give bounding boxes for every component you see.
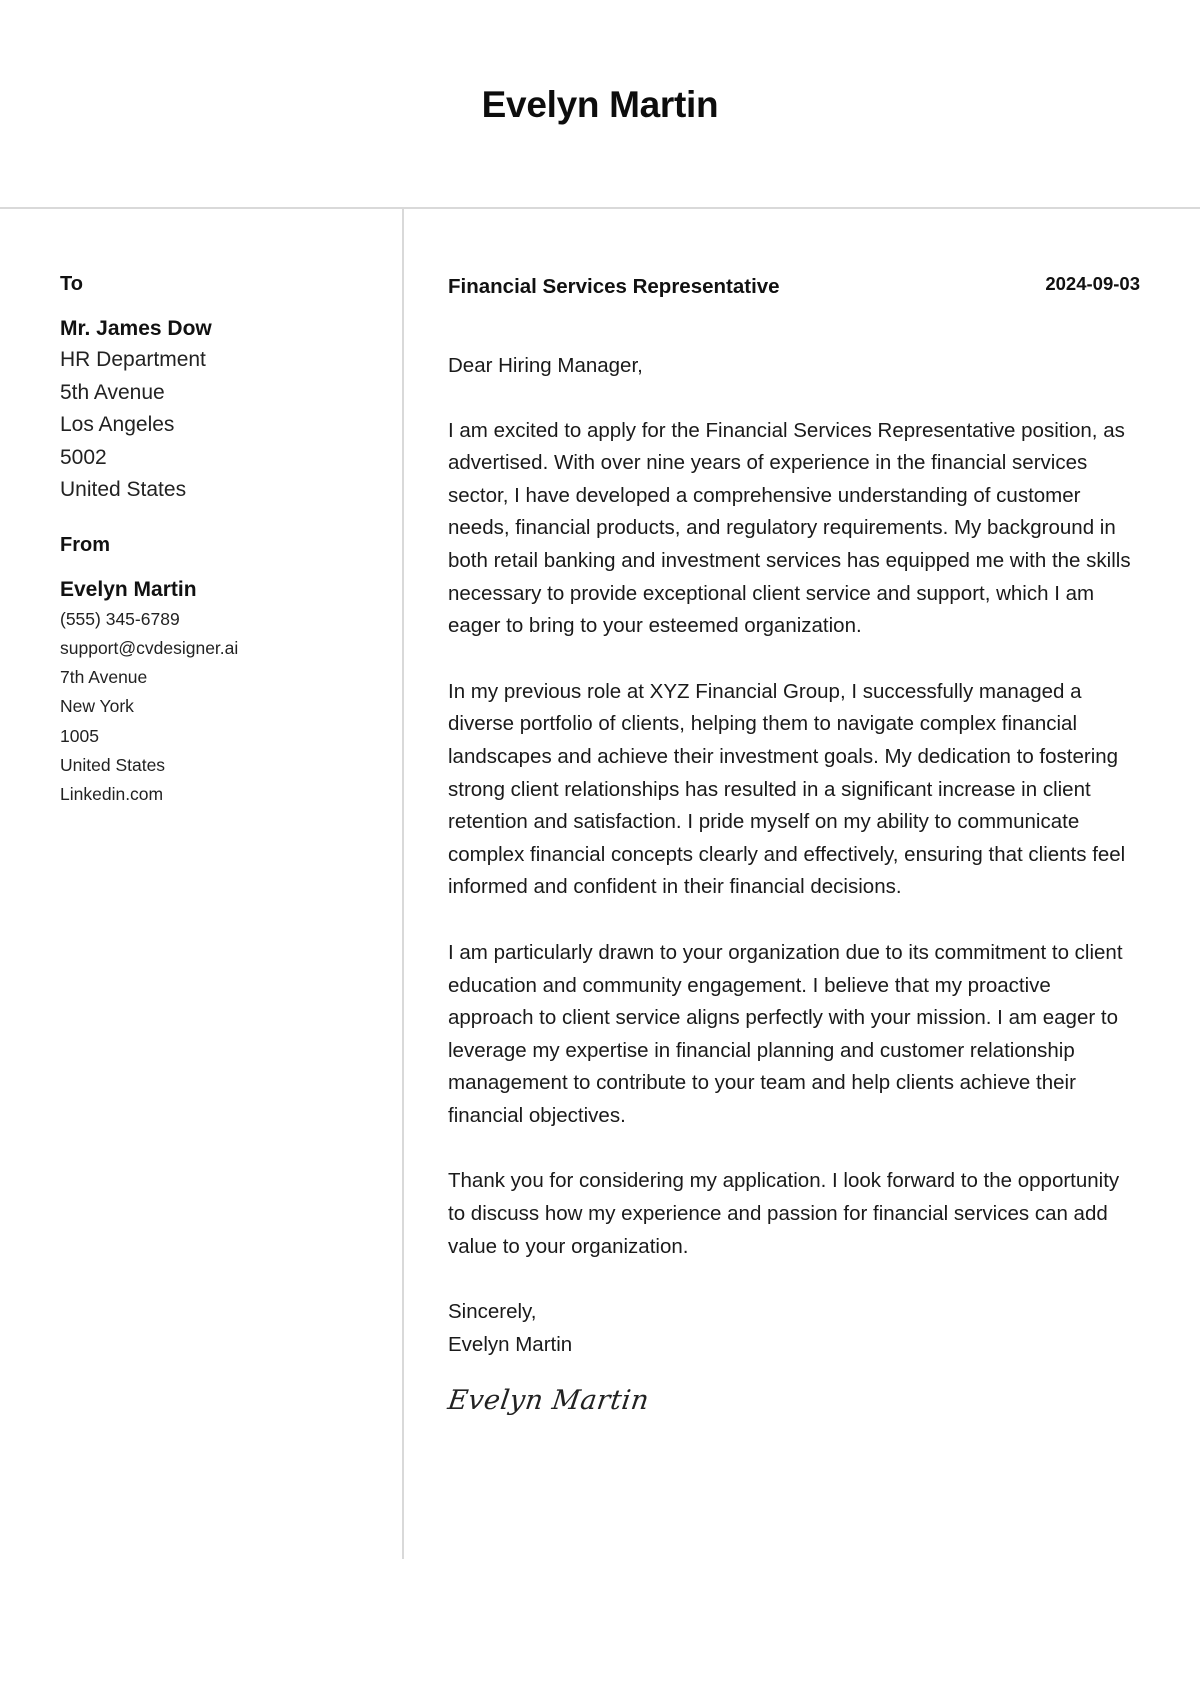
letter-content bbox=[445, 270, 1140, 1421]
recipient-postal-code: 5002 bbox=[60, 445, 107, 469]
body-paragraph: I am excited to apply for the Financial Services Representative position, as advertised. With over nine years of experience in the financial services sector, I have developed a comprehensive understanding of customer needs, financial products, and regulatory requirements. My background in both retail banking and investment services has equipped me with the skills necessary to provide exceptional client service and support, which I am eager to bring to your esteemed organization. bbox=[448, 418, 1131, 638]
header bbox=[0, 0, 1200, 209]
sender-city: New York bbox=[60, 696, 134, 717]
sender-block bbox=[60, 531, 380, 810]
sender-postal-code: 1005 bbox=[60, 725, 99, 746]
recipient-block bbox=[60, 270, 380, 507]
body-paragraph: I am particularly drawn to your organization due to its commitment to client education and community engagement. I believe that my proactive approach to client service aligns perfectly with your mission. I am eager to leverage my expertise in financial planning and customer relationship management to contribute to your team and help clients achieve their financial objectives. bbox=[448, 940, 1123, 1127]
recipient-street: 5th Avenue bbox=[60, 380, 165, 404]
address-sidebar bbox=[60, 270, 380, 810]
letter-date: 2024-09-03 bbox=[1045, 273, 1140, 294]
letter-header bbox=[448, 270, 1140, 310]
sender-name: Evelyn Martin bbox=[60, 577, 197, 601]
applicant-name-title: Evelyn Martin bbox=[481, 84, 719, 125]
job-title: Financial Services Representative bbox=[448, 275, 780, 298]
signature-name: Evelyn Martin bbox=[448, 1332, 573, 1356]
column-divider bbox=[402, 209, 404, 1559]
recipient-country: United States bbox=[60, 478, 187, 501]
from-label: From bbox=[60, 533, 110, 556]
recipient-city: Los Angeles bbox=[60, 413, 175, 436]
handwritten-signature: Evelyn Martin bbox=[445, 1385, 652, 1417]
recipient-department: HR Department bbox=[60, 348, 206, 371]
sender-email: support@cvdesigner.ai bbox=[60, 637, 239, 658]
sender-phone: (555) 345-6789 bbox=[60, 608, 180, 629]
letter-body bbox=[445, 350, 1140, 1421]
body-paragraph: Thank you for considering my application. I look forward to the opportunity to discuss how my experience and passion for financial services can add value to your organization. bbox=[448, 1169, 1120, 1258]
closing: Sincerely, bbox=[448, 1300, 537, 1324]
body-paragraph: In my previous role at XYZ Financial Group, I successfully managed a diverse portfolio of clients, helping them to navigate complex financial landscapes and achieve their investment goals. My dedication to fostering strong client relationships has resulted in a significant increase in client retention and satisfaction. I pride myself on my ability to communicate complex financial concepts clearly and effectively, ensuring that clients feel informed and confident in their financial decisions. bbox=[448, 679, 1126, 899]
sender-country: United States bbox=[60, 754, 166, 775]
sender-website: Linkedin.com bbox=[60, 784, 164, 805]
salutation: Dear Hiring Manager, bbox=[448, 354, 643, 377]
sender-street: 7th Avenue bbox=[60, 667, 148, 688]
to-label: To bbox=[60, 273, 83, 295]
recipient-name: Mr. James Dow bbox=[60, 317, 212, 340]
